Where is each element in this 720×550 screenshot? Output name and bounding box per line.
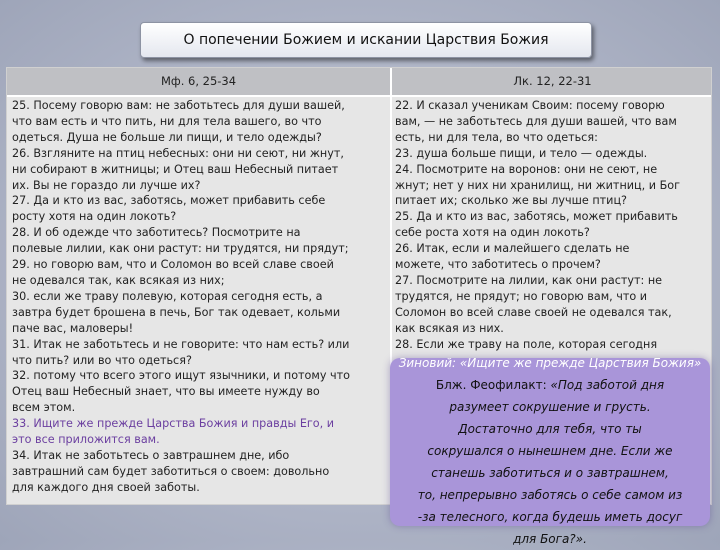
commentary-callout — [390, 356, 710, 546]
callout-line: Достаточно для тебя, что ты — [458, 422, 642, 436]
header-matthew: Мф. 6, 25-34 — [7, 68, 392, 95]
verse-line: их. Вы не гораздо ли лучше их? — [12, 178, 201, 192]
verse-line: 33. Ищите же прежде Царства Божия и правды Его, и — [12, 417, 335, 431]
verse-line: паче вас, маловеры! — [12, 321, 134, 335]
verse-line: 32. потому что всего этого ищут язычники, и потому что — [12, 369, 350, 383]
verse-line: 29. но говорю вам, что и Соломон во всей славе своей — [12, 258, 334, 272]
matthew-text — [12, 98, 390, 496]
verse-line: можете, что заботитесь о прочем? — [395, 258, 601, 272]
verse-line: завтрашний сам будет заботиться о своем: довольно — [12, 464, 330, 478]
verse-line: 25. Посему говорю вам: не заботьтесь для души вашей, — [12, 99, 345, 112]
verse-line: 22. И сказал ученикам Своим: посему говорю — [395, 99, 665, 112]
verse-line: ни собирают в житницы; и Отец ваш Небесный питает — [12, 162, 339, 176]
verse-line: 26. Итак, если и малейшего сделать не — [395, 242, 630, 256]
verse-line: питает их; сколько же вы лучше птиц? — [395, 194, 627, 208]
callout-line: станешь заботиться и о завтрашнем, — [431, 466, 669, 480]
verse-line: всем этом. — [12, 401, 76, 415]
verse-line: себе роста хотя на один локоть? — [395, 226, 590, 240]
verse-line: 27. Посмотрите на лилии, как они растут: не — [395, 273, 663, 287]
verse-line: как всякая из них. — [395, 321, 504, 335]
verse-line: 34. Итак не заботьтесь о завтрашнем дне, ибо — [12, 448, 290, 462]
verse-line: не одевался так, как всякая из них; — [12, 273, 225, 287]
verse-line: вам, — не заботьтесь для души вашей, что вам — [395, 114, 677, 128]
callout-line: -за телесного, когда будешь иметь досуг — [417, 510, 683, 524]
table-header — [7, 68, 711, 97]
verse-line: 28. Если же траву на поле, которая сегодня — [395, 337, 658, 351]
verse-line: для каждого дня своей заботы. — [12, 480, 200, 494]
verse-line: 27. Да и кто из вас, заботясь, может прибавить себе — [12, 194, 326, 208]
verse-line: Отец ваш Небесный знает, что вы имеете нужду во — [12, 385, 320, 399]
verse-line: 30. если же траву полевую, которая сегодня есть, а — [12, 289, 323, 303]
callout-line: разумеет сокрушение и грусть. — [449, 400, 651, 414]
verse-line: 26. Взгляните на птиц небесных: они ни сеют, ни жнут, — [12, 146, 344, 160]
callout-line: сокрушался о нынешнем дне. Если же — [427, 444, 673, 458]
verse-line: 28. И об одежде что заботитесь? Посмотрите на — [12, 226, 301, 240]
callout-line: то, непрерывно заботясь о себе самом из — [417, 488, 683, 502]
verse-line: росту хотя на один локоть? — [12, 210, 177, 224]
verse-line: 25. Да и кто из вас, заботясь, может прибавить — [395, 210, 678, 224]
verse-line: жнут; нет у них ни хранилищ, ни житниц, и Бог — [395, 178, 680, 192]
verse-line: что пить? или во что одеться? — [12, 353, 192, 367]
verse-line: что вам есть и что пить, ни для тела вашего, во что — [12, 114, 322, 128]
callout-line: Блж. Феофилакт: «Под заботой дня — [435, 378, 665, 392]
verse-line: 23. душа больше пищи, и тело — одежды. — [395, 146, 648, 160]
verse-line: Соломон во всей славе своей не одевался так, — [395, 305, 672, 319]
callout-author: Блж. Феофилакт: — [435, 378, 547, 392]
verse-line: трудятся, не прядут; но говорю вам, что и — [395, 289, 648, 303]
luke-text — [395, 98, 711, 353]
header-luke: Лк. 12, 22-31 — [513, 74, 592, 88]
verse-line: завтра будет брошена в печь, Бог так одевает, кольми — [12, 305, 341, 319]
verse-line: это все приложится вам. — [12, 433, 160, 447]
verse-line: 31. Итак не заботьтесь и не говорите: что нам есть? или — [12, 337, 350, 351]
verse-line: 24. Посмотрите на воронов: они не сеют, не — [395, 162, 658, 176]
verse-line: одеться. Душа не больше ли пищи, и тело одежды? — [12, 130, 322, 144]
callout-line: для Бога?». — [513, 532, 587, 546]
slide-title: О попечении Божием и искании Царствия Божия — [140, 22, 592, 58]
callout-hidden-line: Зиновий: «Ищите же прежде Царствия Божия» — [398, 356, 702, 370]
verse-line: есть, ни для тела, во что одеться: — [395, 130, 598, 144]
verse-line: полевые лилии, как они растут: ни трудятся, ни прядут; — [12, 242, 349, 256]
callout-text — [398, 374, 702, 546]
